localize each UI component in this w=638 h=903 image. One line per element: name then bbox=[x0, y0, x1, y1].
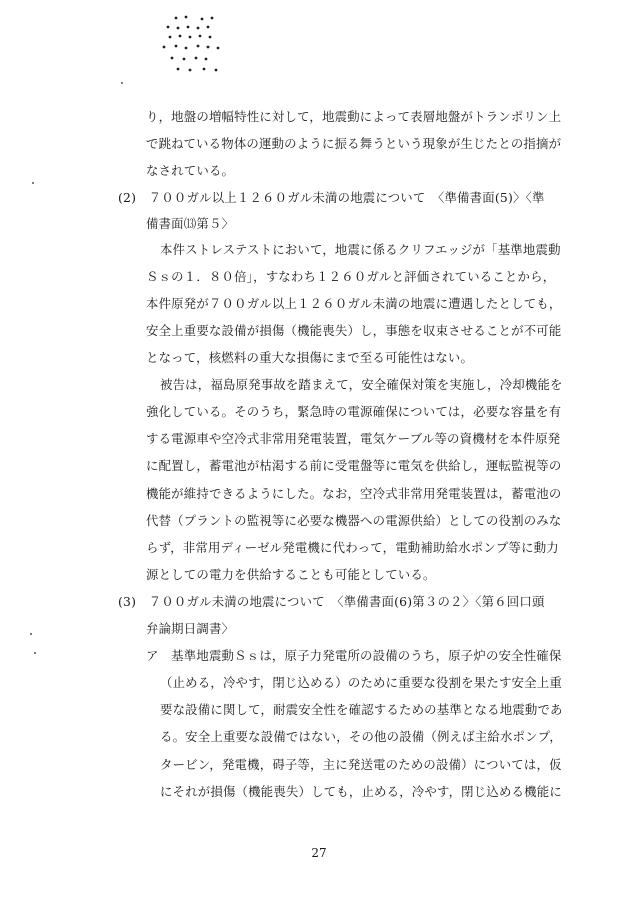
text-line: らず，非常用ディーゼル発電機に代わって，電動補助給水ポンプ等に動力 bbox=[146, 540, 559, 555]
text-line: 強化している。そのうち，緊急時の電源確保については，必要な容量を有 bbox=[146, 404, 562, 419]
text-line: Ｓｓの１．８０倍」，すなわち１２６０ガルと評価されていることから， bbox=[146, 269, 556, 284]
scan-speck bbox=[30, 633, 32, 635]
text-line: となって，核燃料の重大な損傷にまで至る可能性はない。 bbox=[146, 350, 474, 365]
section-heading: (2) ７００ガル以上１２６０ガル未満の地震について 〈準備書面(5)〉〈準 bbox=[118, 190, 545, 205]
text-line: る。安全上重要な設備ではない，その他の設備（例えば主給水ポンプ， bbox=[160, 729, 562, 744]
text-line: （止める，冷やす，閉じ込める）のために重要な役割を果たす安全上重 bbox=[160, 675, 562, 690]
text-line: する電源車や空冷式非常用発電装置，電気ケーブル等の資機材を本件原発 bbox=[146, 431, 561, 446]
text-line: 源としての電力を供給することも可能としている。 bbox=[146, 567, 436, 582]
scan-speck bbox=[121, 82, 123, 84]
text-line: に配置し，蓄電池が枯渇する前に受電盤等に電気を供給し，運転監視等の bbox=[146, 458, 562, 473]
text-line: タービン，発電機，碍子等，主に発送電のための設備）については，仮 bbox=[160, 757, 562, 772]
list-item-a: ア 基準地震動Ｓｓは，原子力発電所の設備のうち，原子炉の安全性確保 bbox=[146, 648, 562, 663]
paragraph-start: 本件ストレステストにおいて，地震に係るクリフエッジが「基準地震動 bbox=[160, 242, 561, 257]
text-line: 安全上重要な設備が損傷（機能喪失）し，事態を収束させることが不可能 bbox=[146, 323, 562, 338]
punch-hole-stamp bbox=[150, 6, 240, 86]
scan-speck bbox=[32, 182, 34, 184]
section-heading: (3) ７００ガル未満の地震について 〈準備書面(6)第３の２〉〈第６回口頭 bbox=[118, 594, 545, 609]
text-line: 要な設備に関して，耐震安全性を確認するための基準となる地震動であ bbox=[160, 702, 563, 717]
text-line: 本件原発が７００ガル以上１２６０ガル未満の地震に遭遇したとしても， bbox=[146, 296, 562, 311]
text-line: で跳ねている物体の運動のように振る舞うという現象が生じたとの指摘が bbox=[146, 136, 562, 151]
text-line: にそれが損傷（機能喪失）しても，止める，冷やす，閉じ込める機能に bbox=[160, 784, 562, 799]
text-line: 備書面⒀第５〉 bbox=[146, 216, 235, 231]
text-line: り，地盤の増幅特性に対して，地震動によって表層地盤がトランポリン上 bbox=[146, 109, 562, 124]
paragraph-start: 被告は，福島原発事故を踏まえて，安全確保対策を実施し，冷却機能を bbox=[160, 377, 563, 392]
text-line: 機能が維持できるようにした。なお，空冷式非常用発電装置は，蓄電池の bbox=[146, 486, 562, 501]
text-line: 代替（プラントの監視等に必要な機器への電源供給）としての役割のみな bbox=[146, 513, 562, 528]
text-line: なされている。 bbox=[146, 163, 235, 178]
page-number: 27 bbox=[311, 846, 327, 860]
scan-speck bbox=[34, 652, 36, 654]
text-line: 弁論期日調書〉 bbox=[146, 621, 235, 636]
